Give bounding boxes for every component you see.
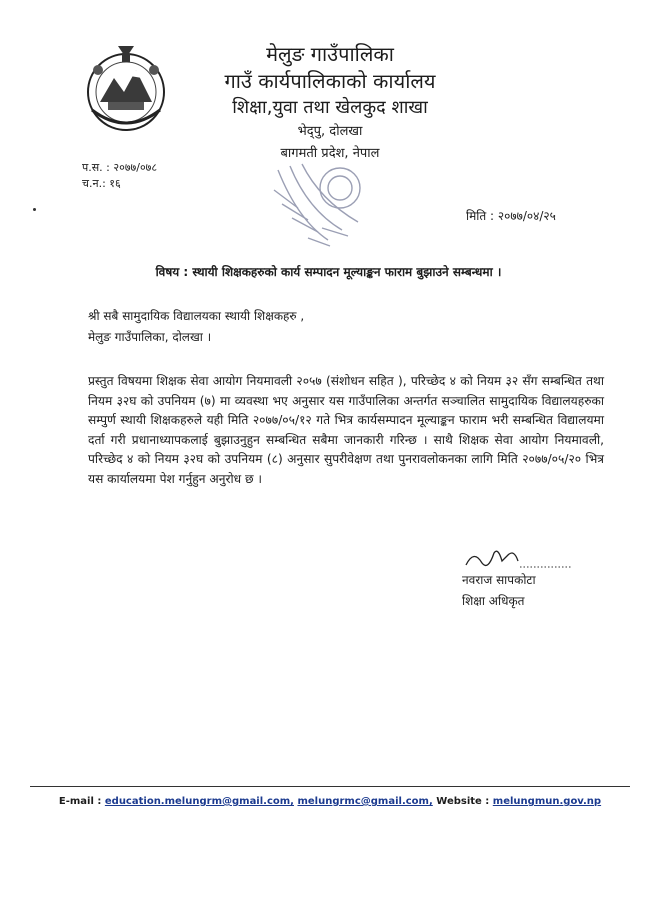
- speck-mark: [33, 208, 36, 211]
- email-link-1[interactable]: education.melungrm@gmail.com,: [104, 796, 294, 807]
- signature-icon: [464, 545, 574, 571]
- dispatch-number: च.न.: १६: [82, 177, 121, 190]
- header-section: शिक्षा,युवा तथा खेलकुद शाखा: [232, 97, 428, 118]
- letter-date: मिति : २०७७/०४/२५: [466, 209, 556, 223]
- signer-title: शिक्षा अधिकृत: [462, 594, 525, 608]
- nepal-emblem-icon: [78, 40, 174, 136]
- header-province: बागमती प्रदेश, नेपाल: [280, 146, 380, 161]
- footer-divider: [30, 786, 630, 787]
- office-stamp-icon: [268, 160, 378, 252]
- email-label: E-mail :: [58, 796, 102, 807]
- addressee-line: श्री सबै सामुदायिक विद्यालयका स्थायी शिक्षकहरु ,: [88, 309, 305, 323]
- letter-reference-number: प.स. : २०७७/०७८: [82, 161, 158, 174]
- website-label: Website :: [436, 796, 490, 807]
- header-office: गाउँ कार्यपालिकाको कार्यालय: [224, 69, 436, 93]
- addressee-place: मेलुङ गाउँपालिका, दोलखा ।: [88, 330, 212, 344]
- letter-body: प्रस्तुत विषयमा शिक्षक सेवा आयोग नियमावली २०५७ (संशोधन सहित ), परिच्छेद ४ को नियम ३२ सँग सम्बन्धित तथा नियम ३२घ को उपनियम (७) मा व्यवस्था भए अनुसार यस गाउँपालिका अन्तर्गत सञ्चालित सामुदायिक विद्यालयहरुका सम्पुर्ण स्थायी शिक्षकहरुले यही मिति २०७७/०५/१२ गते भित्र कार्यसम्पादन मूल्याङ्कन फाराम भरी सम्बन्धित विद्यालयमा दर्ता गरी प्रधानाध्यापकलाई बुझाउनुहुन सम्बन्धित सबैमा जानकारी गरिन्छ । साथै शिक्षक सेवा आयोग नियमावली, परिच्छेद ४ को नियम ३२घ को उपनियम (८) अनुसार सुपरीवेक्षण तथा पुनरावलोकनका लागि मिति २०७७/०५/२० भित्र यस कार्यालयमा पेश गर्नुहुन अनुरोध छ ।: [88, 374, 604, 486]
- header-location: भेद्पु, दोलखा: [297, 124, 363, 139]
- letter-subject: विषय : स्थायी शिक्षकहरुको कार्य सम्पादन मूल्याङ्कन फाराम बुझाउने सम्बन्धमा ।: [155, 265, 502, 279]
- footer-contact: [30, 796, 630, 807]
- email-link-2[interactable]: melungrmc@gmail.com,: [297, 796, 433, 807]
- signer-name: नवराज सापकोटा: [462, 573, 536, 587]
- website-link[interactable]: melungmun.gov.np: [492, 796, 602, 807]
- header-municipality: मेलुङ गाउँपालिका: [266, 42, 394, 66]
